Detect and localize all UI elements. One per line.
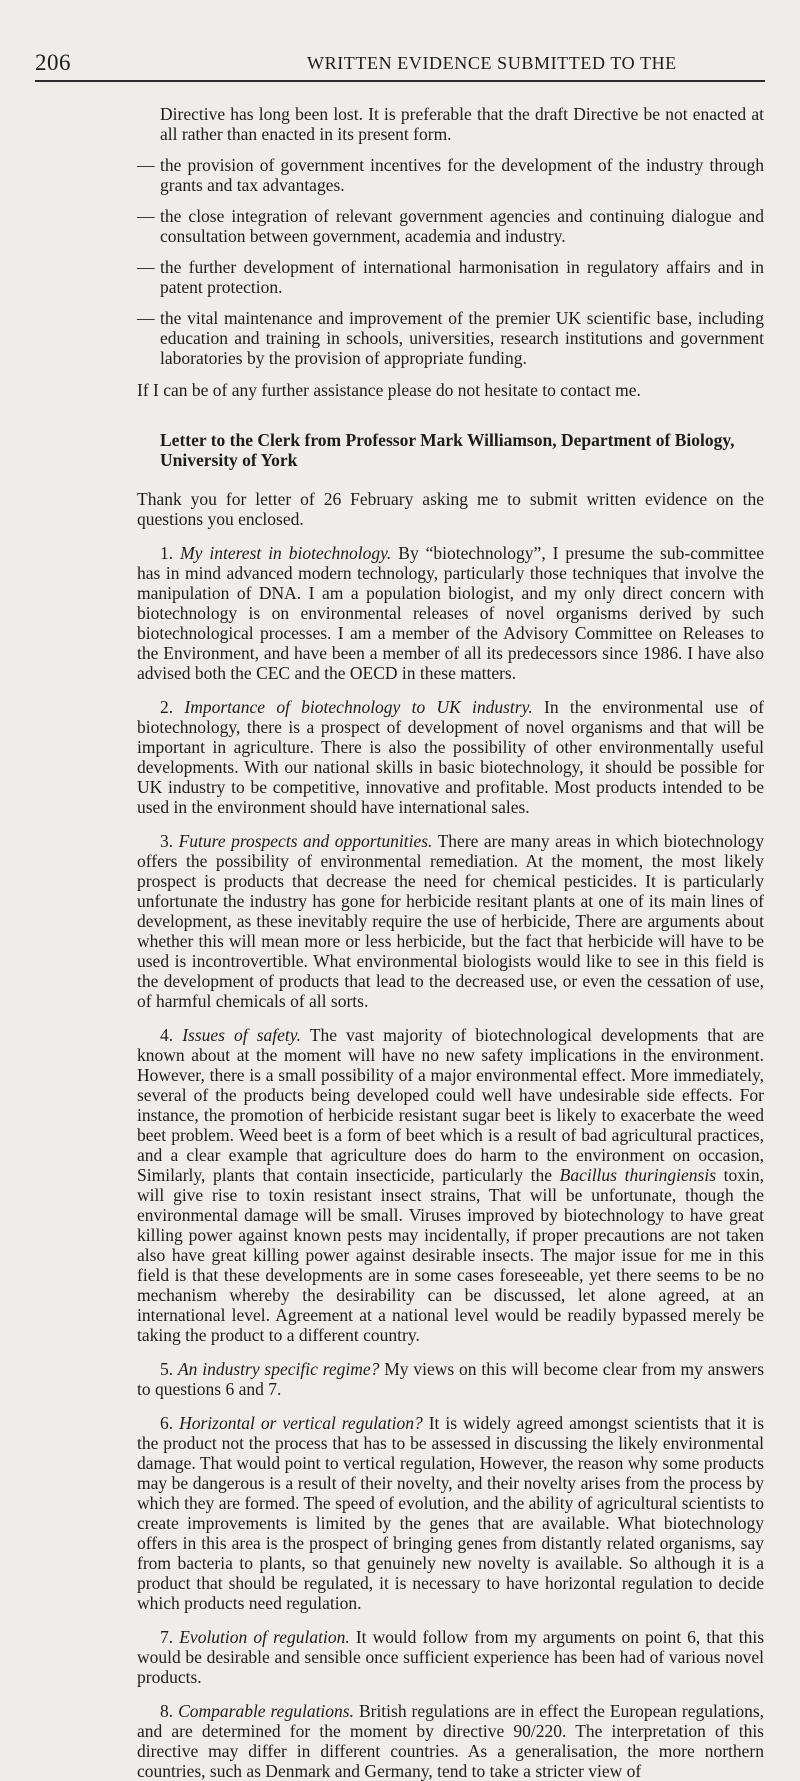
paragraph-number: 7.	[160, 1627, 174, 1647]
numbered-paragraph-3	[137, 831, 764, 1011]
running-title: WRITTEN EVIDENCE SUBMITTED TO THE	[307, 53, 677, 73]
dash-list-item	[137, 257, 764, 297]
dash-item-text: the further development of international harmonisation in regulatory affairs and in patent protection.	[160, 257, 764, 297]
dash-list-item	[137, 308, 764, 368]
paragraph-number: 2.	[160, 697, 174, 717]
page-header	[35, 46, 765, 82]
numbered-paragraph-5	[137, 1359, 764, 1399]
paragraph-text: British regulations are in effect the European regulations, and are determined for the moment by directive 90/220. The interpretation of this directive may differ in different countries. As a generalisation, the more northern countries, such as Denmark and Germany, tend to take a stricter view of	[137, 1701, 765, 1781]
dash-bullet: —	[137, 155, 155, 175]
intro-paragraph: Directive has long been lost. It is preferable that the draft Directive be not enacted at all rather than enacted in its present form.	[160, 104, 764, 144]
paragraph-number: 6.	[160, 1413, 174, 1433]
paragraph-title: Issues of safety.	[182, 1025, 301, 1045]
paragraph-title: Evolution of regulation.	[179, 1627, 350, 1647]
dash-bullet: —	[137, 206, 155, 226]
paragraph-text: toxin, will give rise to toxin resistant insect strains, That will be unfortunate, though the environmental damage will be small. Viruses improved by biotechnology to have great killing power against known pests may incidentally, if proper precautions are not taken also have great killing power against desirable insects. The major issue for me in this field is that these developments are in some cases foreseeable, yet there seems to be no mechanism whereby the desirability can be discussed, let alone agreed, at an international level. Agreement at a national level would be readily bypassed merely be taking the product to a different country.	[137, 1165, 765, 1345]
species-name: Bacillus thuringiensis	[559, 1165, 717, 1185]
letter-opening: Thank you for letter of 26 February asking me to submit written evidence on the questions you enclosed.	[137, 489, 764, 529]
paragraph-text: By “biotechnology”, I presume the sub-committee has in mind advanced modern technology, particularly those techniques that involve the manipulation of DNA. I am a population biologist, and my only direct concern with biotechnology is on environmental releases of novel organisms derived by such biotechnological processes. I am a member of the Advisory Committee on Releases to the Environment, and have been a member of all its predecessors since 1986. I have also advised both the CEC and the OECD in these matters.	[137, 543, 765, 683]
dash-item-text: the vital maintenance and improvement of the premier UK scientific base, including education and training in schools, universities, research institutions and government laboratories by the provision of appropriate funding.	[160, 308, 764, 368]
numbered-paragraph-8	[137, 1701, 764, 1781]
dash-list-item	[137, 206, 764, 246]
numbered-paragraph-1	[137, 543, 764, 683]
paragraph-number: 5.	[160, 1359, 174, 1379]
paragraph-title: Comparable regulations.	[178, 1701, 354, 1721]
paragraph-title: An industry specific regime?	[177, 1359, 380, 1379]
closing-line: If I can be of any further assistance please do not hesitate to contact me.	[137, 380, 641, 400]
paragraph-text: There are many areas in which biotechnology offers the possibility of environmental remediation. At the moment, the most likely prospect is products that decrease the need for chemical pesticides. It is particularly unfortunate the industry has gone for herbicide resitant plants at one of its main lines of development, as these inevitably require the use of herbicide, There are arguments about whether this will mean more or less herbicide, but the fact that herbicide will have to be used is incontrovertible. What environmental biologists would like to see in this field is the development of products that lead to the decreased use, or even the cessation of use, of harmful chemicals of all sorts.	[137, 831, 764, 1011]
paragraph-number: 3.	[160, 831, 174, 851]
page-number: 206	[35, 50, 71, 75]
dash-list-item	[137, 155, 764, 195]
dash-bullet: —	[137, 257, 155, 277]
paragraph-text: My views on this will become clear from my answers to questions 6 and 7.	[137, 1359, 765, 1399]
paragraph-text: The vast majority of biotechnological developments that are known about at the moment will have no new safety implications in the environment. However, there is a small possibility of a major environmental effect. More immediately, several of the products being developed could well have undesirable side effects. For instance, the promotion of herbicide resistant sugar beet is likely to exacerbate the weed beet problem. Weed beet is a form of beet which is a result of bad agricultural practices, and a clear example that agriculture does do harm to the environment on occasion, Similarly, plants that contain insecticide, particularly the	[137, 1025, 764, 1185]
paragraph-number: 8.	[160, 1701, 174, 1721]
numbered-paragraph-6	[137, 1413, 764, 1613]
page-body	[0, 104, 800, 1781]
paragraph-number: 1.	[160, 543, 174, 563]
numbered-paragraph-4	[137, 1025, 764, 1345]
paragraph-number: 4.	[160, 1025, 174, 1045]
paragraph-text: It would follow from my arguments on point 6, that this would be desirable and sensible once sufficient experience has been had of various novel products.	[137, 1627, 765, 1687]
dash-bullet: —	[137, 308, 155, 328]
paragraph-title: Horizontal or vertical regulation?	[179, 1413, 423, 1433]
letter-heading: Letter to the Clerk from Professor Mark Williamson, Department of Biology, University of York	[160, 430, 735, 470]
numbered-paragraph-7	[137, 1627, 764, 1687]
paragraph-title: Importance of biotechnology to UK industry.	[184, 697, 533, 717]
dash-item-text: the close integration of relevant government agencies and continuing dialogue and consultation between government, academia and industry.	[160, 206, 764, 246]
paragraph-title: Future prospects and opportunities.	[178, 831, 433, 851]
numbered-paragraph-2	[137, 697, 764, 817]
paragraph-text: It is widely agreed amongst scientists that it is the product not the process that has to be assessed in discussing the likely environmental damage. That would point to vertical regulation, However, the reason why some products may be dangerous is a result of their novelty, and their novelty arises from the process by which they are formed. The speed of evolution, and the ability of agricultural scientists to create improvements is limited by the genes that are available. What biotechnology offers in this area is the prospect of bringing genes from distantly related organisms, say from bacteria to plants, so that genuinely new novelty is available. So although it is a product that should be regulated, it is necessary to have horizontal regulation to decide which products need regulation.	[137, 1413, 765, 1613]
paragraph-text: In the environmental use of biotechnology, there is a prospect of development of novel organisms and that will be important in agriculture. There is also the possibility of other environmentally useful developments. With our national skills in basic biotechnology, it should be possible for UK industry to be competitive, innovative and profitable. Most products intended to be used in the environment should have international sales.	[137, 697, 765, 817]
paragraph-title: My interest in biotechnology.	[180, 543, 392, 563]
dash-item-text: the provision of government incentives for the development of the industry through grants and tax advantages.	[160, 155, 764, 195]
